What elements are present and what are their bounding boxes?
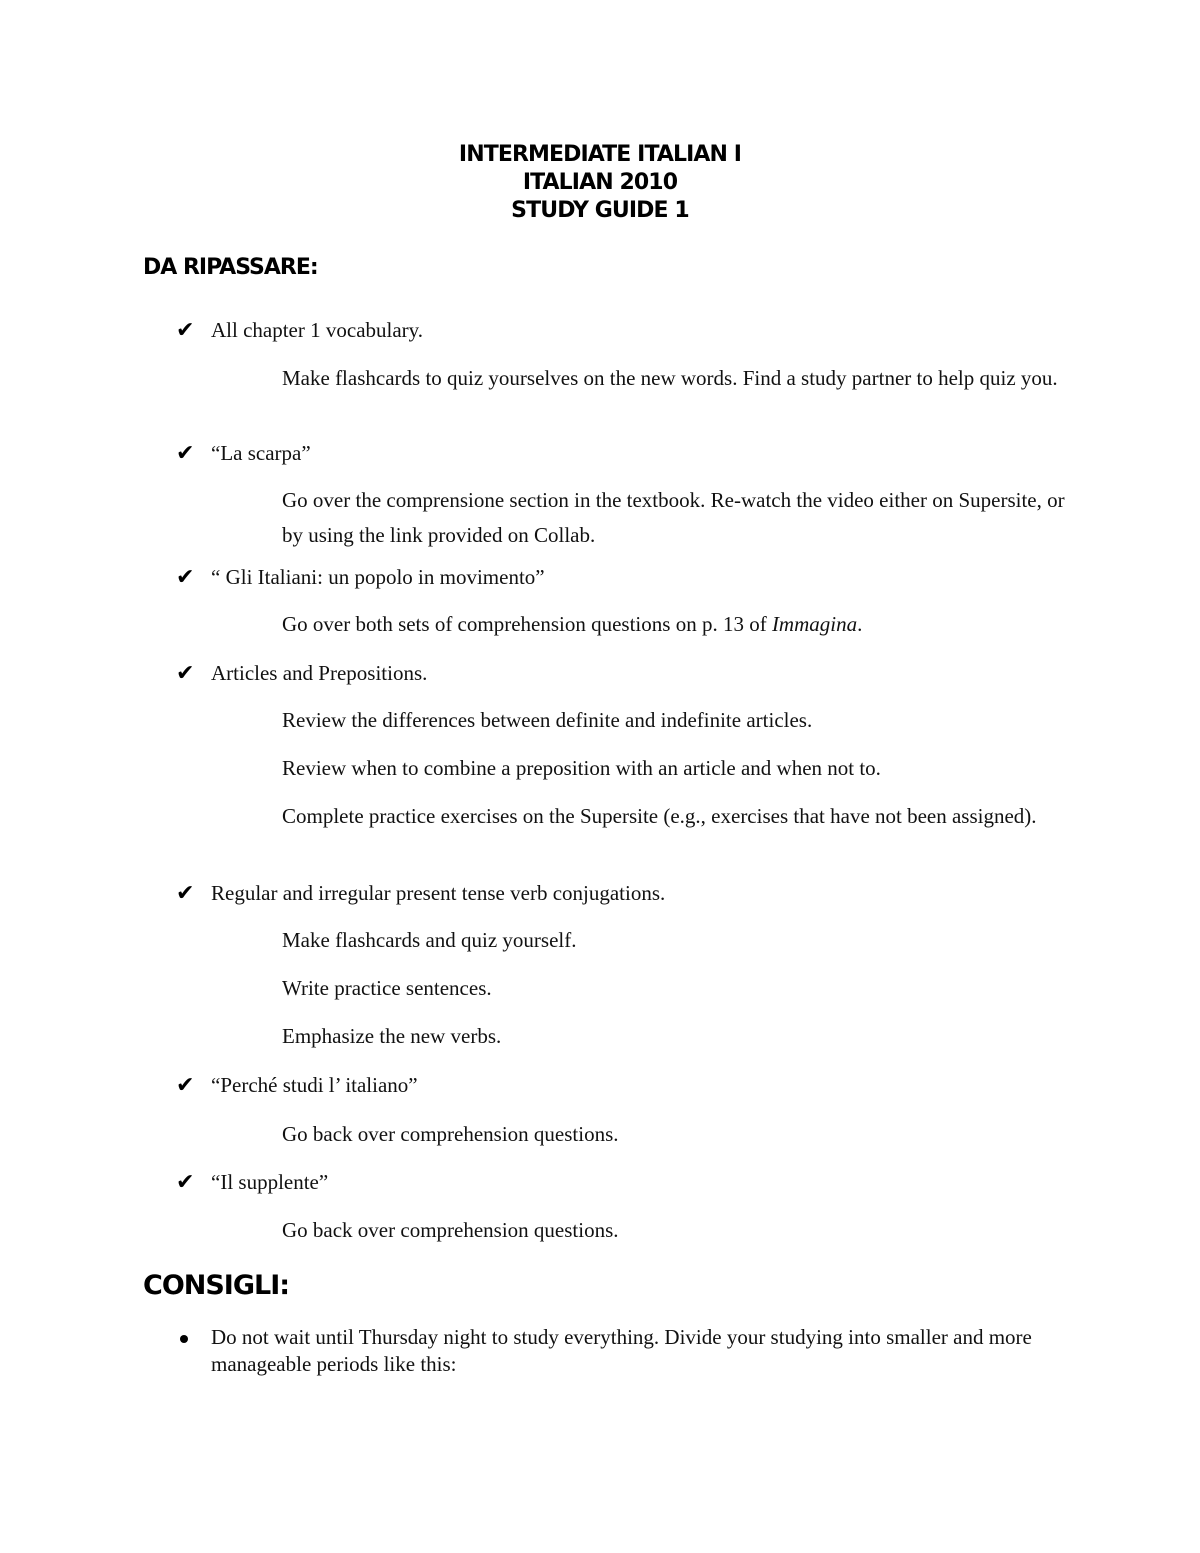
review-item-label: “ Gli Italiani: un popolo in movimento” <box>211 565 545 589</box>
review-item-detail: Review when to combine a preposition with an article and when not to. <box>282 756 881 780</box>
checkmark-icon: ✔ <box>176 317 195 342</box>
book-title: Immagina <box>771 612 858 636</box>
tip-text: Do not wait until Thursday night to study everything. Divide your studying into smaller and more manageable periods like this: <box>211 1325 1032 1376</box>
checkmark-icon: ✔ <box>176 440 195 465</box>
review-item-label: All chapter 1 vocabulary. <box>211 318 424 342</box>
section-heading-consigli: CONSIGLI: <box>143 1270 290 1301</box>
review-item-label: “La scarpa” <box>211 441 311 465</box>
guide-title: STUDY GUIDE 1 <box>511 198 689 223</box>
review-item-detail: Review the differences between definite and indefinite articles. <box>282 708 813 732</box>
review-item-detail: Complete practice exercises on the Supersite (e.g., exercises that have not been assigned). <box>282 804 1037 828</box>
bullet-icon <box>180 1335 188 1343</box>
detail-text: Go over both sets of comprehension questions on p. 13 of <box>282 612 772 636</box>
document-title <box>0 141 1200 225</box>
checkmark-icon: ✔ <box>176 880 195 905</box>
review-item <box>176 563 545 591</box>
list-item <box>176 1324 1056 1378</box>
review-item <box>176 879 665 907</box>
review-item-detail <box>282 607 1072 642</box>
review-item-detail: Make flashcards and quiz yourself. <box>282 928 577 952</box>
review-item-detail: Emphasize the new verbs. <box>282 1024 502 1048</box>
review-item <box>176 659 427 687</box>
review-item-detail: Make flashcards to quiz yourselves on the new words. Find a study partner to help quiz you. <box>282 366 1058 390</box>
review-item-label: Regular and irregular present tense verb conjugations. <box>211 881 666 905</box>
checkmark-icon: ✔ <box>176 660 195 685</box>
checkmark-icon: ✔ <box>176 1169 195 1194</box>
course-code: ITALIAN 2010 <box>522 170 678 195</box>
checkmark-icon: ✔ <box>176 564 195 589</box>
review-item-detail: Go back over comprehension questions. <box>282 1122 619 1146</box>
review-item-label: “Perché studi l’ italiano” <box>211 1073 418 1097</box>
review-item <box>176 1168 328 1196</box>
review-item <box>176 439 311 467</box>
course-title: INTERMEDIATE ITALIAN I <box>458 142 742 167</box>
review-item <box>176 1071 418 1099</box>
review-item-label: Articles and Prepositions. <box>211 661 428 685</box>
detail-text-end: . <box>857 612 863 636</box>
review-item-detail: Go over the comprensione section in the textbook. Re-watch the video either on Supersite, or by using the link provided on Collab. <box>282 488 1065 547</box>
checkmark-icon: ✔ <box>176 1072 195 1097</box>
review-item-label: “Il supplente” <box>211 1170 329 1194</box>
section-heading-da-ripassare: DA RIPASSARE: <box>143 255 318 280</box>
review-item-detail: Write practice sentences. <box>282 976 492 1000</box>
review-item <box>176 316 423 344</box>
review-item-detail: Go back over comprehension questions. <box>282 1218 619 1242</box>
